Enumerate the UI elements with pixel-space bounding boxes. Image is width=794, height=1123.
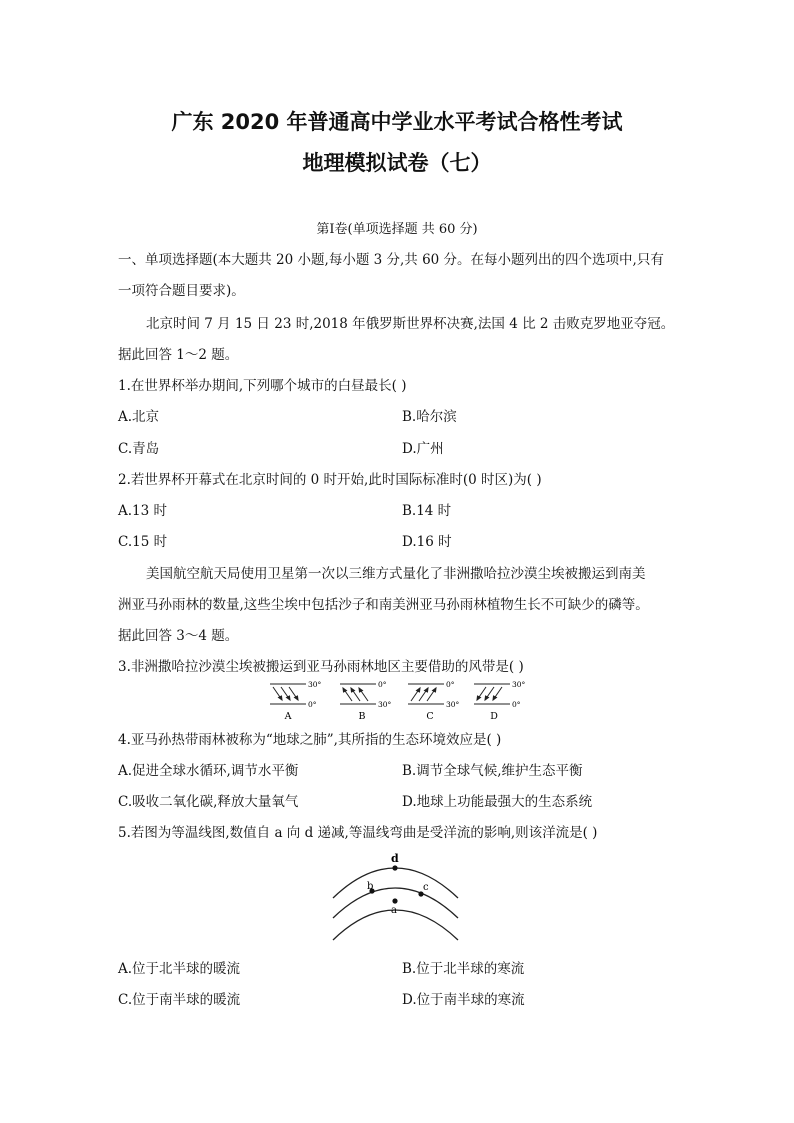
q1-option-b[interactable]: B.哈尔滨 (402, 409, 457, 425)
exam-title: 广东 2020 年普通高中学业水平考试合格性考试 (171, 110, 623, 134)
q3-b-letter: B (358, 711, 366, 722)
arrow-down-left-icon (477, 687, 502, 700)
q5-option-a[interactable]: A.位于北半球的暖流 (118, 961, 241, 977)
label-c: c (423, 882, 429, 893)
instructions-line-2: 一项符合题目要求)。 (118, 283, 245, 299)
q3-c-bottom-label: 30° (446, 700, 460, 709)
q1-stem: 1.在世界杯举办期间,下列哪个城市的白昼最长( ) (118, 378, 407, 394)
arrow-up-left-icon (343, 688, 368, 701)
q3-wind-diagram-b[interactable] (338, 677, 400, 721)
exam-subtitle: 地理模拟试卷（七） (302, 151, 492, 175)
q3-a-top-label: 30° (308, 680, 322, 689)
passage2-line-3: 据此回答 3～4 题。 (118, 628, 239, 644)
q3-wind-diagram-c[interactable] (406, 677, 468, 721)
q4-stem: 4.亚马孙热带雨林被称为“地球之肺”,其所指的生态环境效应是( ) (118, 732, 502, 748)
isotherm-line-outer (333, 868, 458, 898)
q3-b-top-label: 0° (378, 680, 387, 689)
q2-option-c[interactable]: C.15 时 (118, 534, 168, 550)
label-b: b (367, 881, 374, 892)
q5-option-d[interactable]: D.位于南半球的寒流 (402, 992, 525, 1008)
q4-option-a[interactable]: A.促进全球水循环,调节水平衡 (118, 763, 299, 779)
q4-option-d[interactable]: D.地球上功能最强大的生态系统 (402, 794, 593, 810)
point-d (392, 865, 397, 870)
q5-stem: 5.若图为等温线图,数值自 a 向 d 递减,等温线弯曲是受洋流的影响,则该洋流是( ) (118, 825, 598, 841)
q1-option-c[interactable]: C.青岛 (118, 441, 160, 457)
passage1-line-2: 据此回答 1～2 题。 (118, 347, 239, 363)
q3-a-bottom-label: 0° (308, 700, 317, 709)
q3-b-bottom-label: 30° (378, 700, 392, 709)
label-d: d (391, 852, 399, 865)
q2-option-a[interactable]: A.13 时 (118, 503, 168, 519)
q3-d-top-label: 30° (512, 680, 526, 689)
q3-d-letter: D (490, 711, 498, 722)
q2-stem: 2.若世界杯开幕式在北京时间的 0 时开始,此时国际标准时(0 时区)为( ) (118, 472, 542, 488)
instructions-line-1: 一、单项选择题(本大题共 20 小题,每小题 3 分,共 60 分。在每小题列出的四个选项中,只有 (118, 252, 664, 268)
q3-c-top-label: 0° (446, 680, 455, 689)
arrow-up-right-icon (411, 688, 436, 701)
q2-option-b[interactable]: B.14 时 (402, 503, 452, 519)
passage2-line-2: 洲亚马孙雨林的数量,这些尘埃中包括沙子和南美洲亚马孙雨林植物生长不可缺少的磷等。 (118, 597, 649, 613)
passage2-line-1: 美国航空航天局使用卫星第一次以三维方式量化了非洲撒哈拉沙漠尘埃被搬运到南美 (146, 566, 646, 582)
q3-wind-diagram-a[interactable] (268, 677, 330, 721)
label-a: a (391, 905, 397, 916)
q3-c-letter: C (426, 711, 434, 722)
q2-option-d[interactable]: D.16 时 (402, 534, 452, 550)
q3-a-letter: A (284, 711, 292, 722)
q3-wind-diagram-d[interactable] (472, 677, 534, 721)
arrow-down-right-icon (273, 687, 298, 700)
q1-option-d[interactable]: D.广州 (402, 441, 444, 457)
q1-option-a[interactable]: A.北京 (118, 409, 160, 425)
q4-option-c[interactable]: C.吸收二氧化碳,释放大量氧气 (118, 794, 299, 810)
q4-option-b[interactable]: B.调节全球气候,维护生态平衡 (402, 763, 583, 779)
q3-stem: 3.非洲撒哈拉沙漠尘埃被搬运到亚马孙雨林地区主要借助的风带是( ) (118, 659, 524, 675)
passage1-line-1: 北京时间 7 月 15 日 23 时,2018 年俄罗斯世界杯决赛,法国 4 比 2 击败克罗地亚夺冠。 (146, 316, 675, 332)
q5-option-b[interactable]: B.位于北半球的寒流 (402, 961, 525, 977)
point-a (392, 898, 397, 903)
q5-isotherm-figure (325, 846, 465, 946)
q5-option-c[interactable]: C.位于南半球的暖流 (118, 992, 241, 1008)
q3-d-bottom-label: 0° (512, 700, 521, 709)
section-heading: 第Ⅰ卷(单项选择题 共 60 分) (316, 222, 478, 237)
